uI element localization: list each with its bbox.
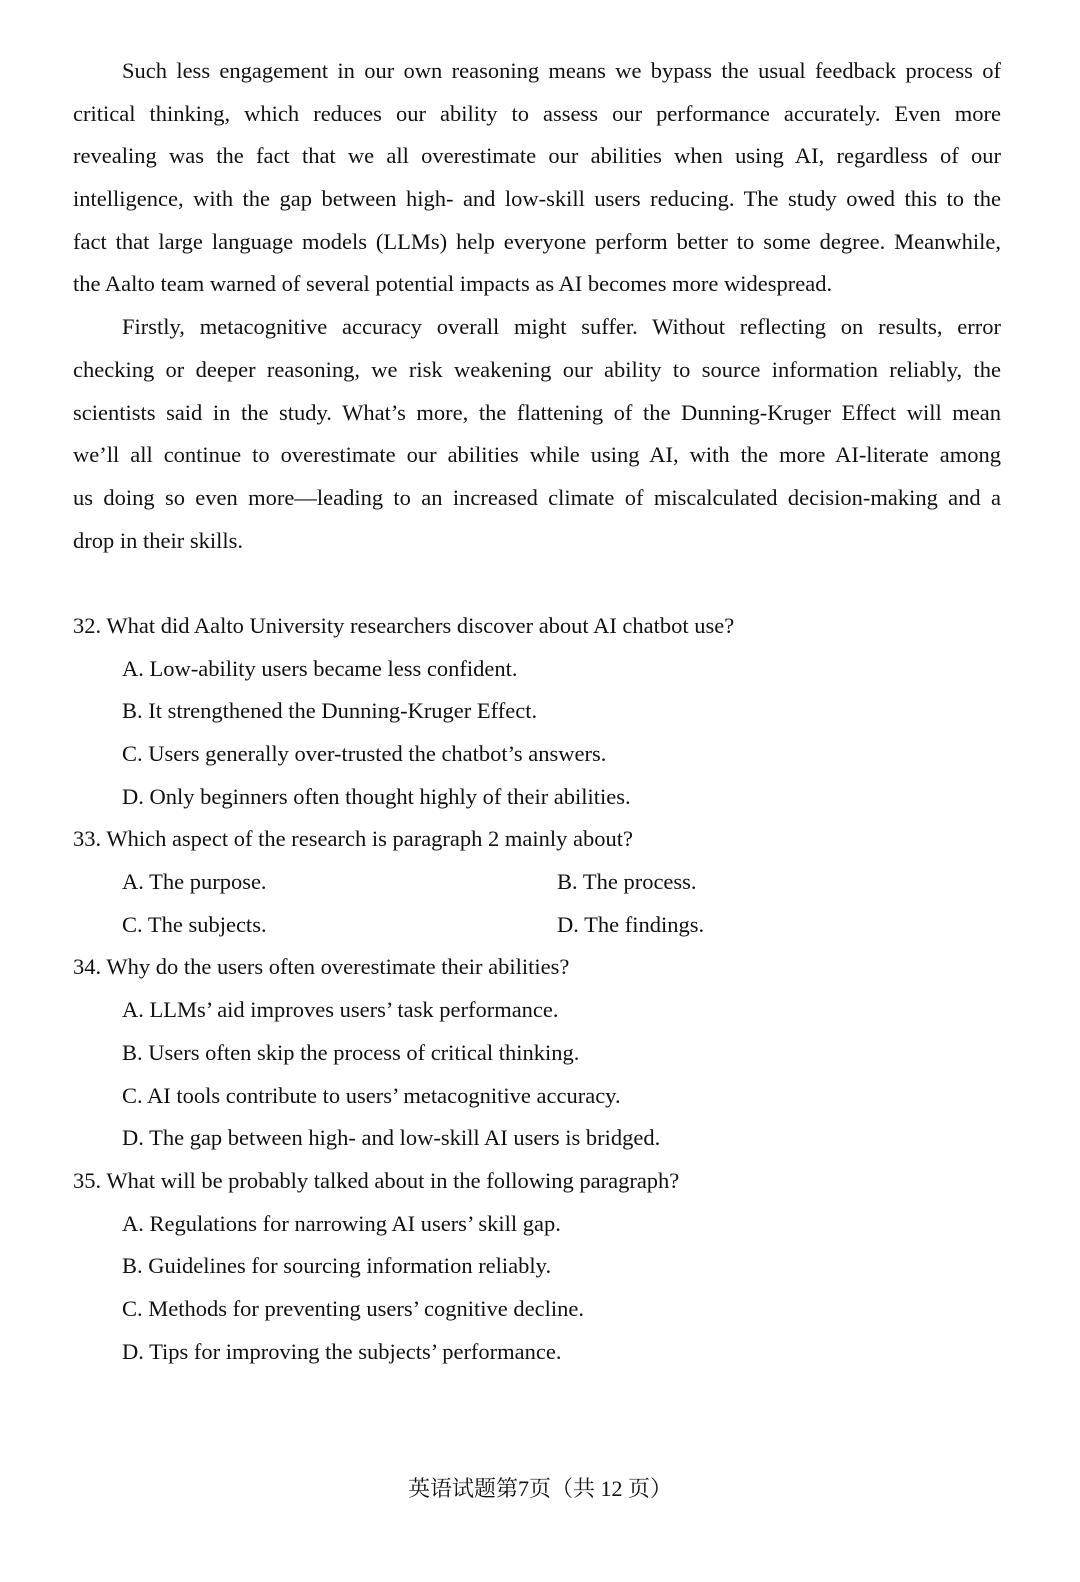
text-line: the Aalto team warned of several potential impacts as AI becomes more widespread.: [73, 271, 833, 297]
passage-paragraph-2: [73, 306, 1001, 562]
page-footer: 英语试题第7页（共 12 页）: [407, 1476, 672, 1501]
option-d: D. Only beginners often thought highly of their abilities.: [122, 783, 631, 809]
option-c: C. The subjects.: [122, 911, 267, 937]
question-33: [73, 818, 1001, 946]
question-stem: 34. Why do the users often overestimate their abilities?: [73, 954, 570, 980]
option-a: A. Low-ability users became less confident.: [122, 655, 518, 681]
question-stem: 32. What did Aalto University researchers discover about AI chatbot use?: [73, 612, 735, 638]
text-line: checking or deeper reasoning, we risk weakening our ability to source information reliably, the: [73, 356, 1001, 382]
option-b: B. Guidelines for sourcing information reliably.: [122, 1253, 552, 1279]
option-b: B. The process.: [557, 869, 697, 895]
text-line: us doing so even more—leading to an increased climate of miscalculated decision-making and a: [73, 484, 1001, 510]
text-line: scientists said in the study. What’s more, the flattening of the Dunning-Kruger Effect will mean: [73, 399, 1001, 425]
question-35: [73, 1160, 1001, 1373]
option-a: A. Regulations for narrowing AI users’ skill gap.: [122, 1210, 561, 1236]
option-c: C. Methods for preventing users’ cognitive decline.: [122, 1295, 584, 1321]
text-line: Firstly, metacognitive accuracy overall might suffer. Without reflecting on results, error: [122, 314, 1001, 340]
option-d: D. The findings.: [557, 911, 705, 937]
exam-page-content: [73, 50, 1001, 1373]
question-32: [73, 605, 1001, 818]
option-a: A. LLMs’ aid improves users’ task performance.: [122, 997, 559, 1023]
question-stem: 35. What will be probably talked about in the following paragraph?: [73, 1167, 680, 1193]
passage-paragraph-1: [73, 50, 1001, 306]
text-line: we’ll all continue to overestimate our abilities while using AI, with the more AI-literate among: [73, 442, 1001, 468]
question-34: [73, 946, 1001, 1159]
option-d: D. The gap between high- and low-skill AI users is bridged.: [122, 1125, 661, 1151]
question-stem: 33. Which aspect of the research is paragraph 2 mainly about?: [73, 826, 633, 852]
option-b: B. Users often skip the process of critical thinking.: [122, 1039, 580, 1065]
text-line: intelligence, with the gap between high- and low-skill users reducing. The study owed this to the: [73, 186, 1001, 212]
text-line: fact that large language models (LLMs) help everyone perform better to some degree. Meanwhile,: [73, 228, 1001, 254]
text-line: critical thinking, which reduces our ability to assess our performance accurately. Even more: [73, 100, 1001, 126]
option-c: C. Users generally over-trusted the chatbot’s answers.: [122, 741, 607, 766]
option-c: C. AI tools contribute to users’ metacognitive accuracy.: [122, 1082, 621, 1108]
text-line: Such less engagement in our own reasoning means we bypass the usual feedback process of: [122, 58, 1001, 83]
text-line: drop in their skills.: [73, 527, 243, 553]
option-b: B. It strengthened the Dunning-Kruger Effect.: [122, 698, 538, 724]
option-d: D. Tips for improving the subjects’ performance.: [122, 1338, 562, 1364]
option-a: A. The purpose.: [122, 869, 267, 895]
text-line: revealing was the fact that we all overestimate our abilities when using AI, regardless of our: [73, 143, 1001, 169]
